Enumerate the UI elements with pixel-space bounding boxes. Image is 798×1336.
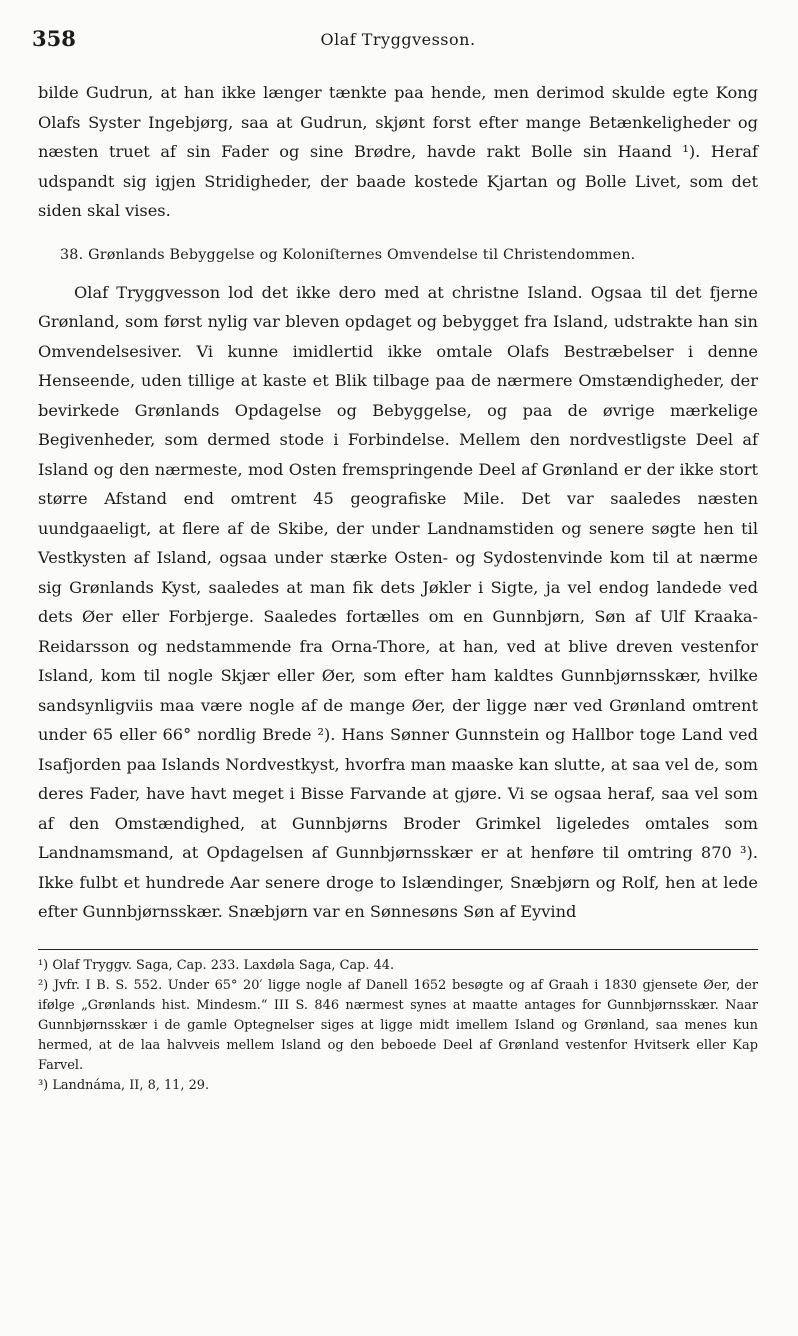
footnote-text: Landnáma, II, 8, 11, 29. [52, 1077, 210, 1093]
footnote [38, 1076, 758, 1096]
footnote [38, 976, 758, 1076]
paragraph: Olaf Tryggvesson lod det ikke dero med at christne Island. Ogsaa til det fjerne Grønland, som først nylig var bleven opdaget og bebygget fra Island, udstrakte han sin Omvendelsesiver. Vi kunne imidlertid ikke omtale Olafs Bestræbelser i denne Henseende, uden tillige at kaste et Blik tilbage paa de nærmere Omstændigheder, der bevirkede Grønlands Opdagelse og Bebyggelse, og paa de øvrige mærkelige Begivenheder, som dermed stode i Forbindelse. Mellem den nordvestligste Deel af Island og den nærmeste, mod Osten fremspringende Deel af Grønland er der ikke stort større Afstand end omtrent 45 geografiske Mile. Det var saaledes næsten uundgaaeligt, at flere af de Skibe, der under Landnamstiden og senere søgte hen til Vestkysten af Island, ogsaa under stærke Osten- og Sydostenvinde kom til at nærme sig Grønlands Kyst, saaledes at man fik dets Jøkler i Sigte, ja vel endog landede ved dets Øer eller Forbjerge. Saaledes fortælles om en Gunnbjørn, Søn af Ulf Kraaka-Reidarsson og nedstammende fra Orna-Thore, at han, ved at blive dreven vestenfor Island, kom til nogle Skjær eller Øer, som efter ham kaldtes Gunnbjørnsskær, hvilke sandsynligviis maa være nogle af de mange Øer, der ligge nær ved Grønland omtrent under 65 eller 66° nordlig Brede ²). Hans Sønner Gunnstein og Hallbor toge Land ved Isafjorden paa Islands Nordvestkyst, hvorfra man maaske kan slutte, at saa vel de, som deres Fader, have havt meget i Bisse Farvande at gjøre. Vi se ogsaa heraf, saa vel som af den Omstændighed, at Gunnbjørns Broder Grimkel ligeledes omtales som Landnamsmand, at Opdagelsen af Gunnbjørnsskær er at henføre til omtring 870 ³). Ikke fulbt et hundrede Aar senere droge to Islændinger, Snæbjørn og Rolf, hen at lede efter Gunnbjørnsskær. Snæbjørn var en Sønnesøns Søn af Eyvind [38, 282, 758, 921]
body-text [38, 78, 758, 927]
section-heading: 38. Grønlands Bebyggelse og Koloniſternes Omvendelse til Christendommen. [60, 246, 636, 263]
footnote-mark: ²) [38, 977, 49, 993]
footnote [38, 956, 758, 976]
footnote-mark: ³) [38, 1077, 49, 1093]
running-head: Olaf Tryggvesson. [320, 30, 476, 49]
page-number: 358 [32, 26, 76, 51]
footnotes [38, 949, 758, 1096]
page-header [32, 26, 758, 60]
page-content [32, 26, 758, 1096]
footnote-text: Jvfr. I B. S. 552. Under 65° 20′ ligge nogle af Danell 1652 besøgte og af Graah i 1830 gjensete Øer, der ifølge „Grønlands hist. Mindesm.“ III S. 846 nærmest synes at maatte antages for Gunnbjørnsskær. Naar Gunnbjørnsskær i de gamle Optegnelser siges at ligge midt imellem Island og Grønland, saa menes kun hermed, at de laa halvveis mellem Island og den beboede Deel af Grønland vestenfor Hvitserk eller Kap Farvel. [38, 977, 758, 1073]
footnote-text: Olaf Tryggv. Saga, Cap. 233. Laxdøla Saga, Cap. 44. [52, 957, 395, 973]
footnote-mark: ¹) [38, 957, 49, 973]
paragraph: bilde Gudrun, at han ikke længer tænkte paa hende, men derimod skulde egte Kong Olafs Syster Ingebjørg, saa at Gudrun, skjønt forst efter mange Betænkeligheder og næsten truet af sin Fader og sine Brødre, havde rakt Bolle sin Haand ¹). Heraf udspandt sig igjen Stridigheder, der baade kostede Kjartan og Bolle Livet, som det siden skal vises. [38, 83, 758, 220]
